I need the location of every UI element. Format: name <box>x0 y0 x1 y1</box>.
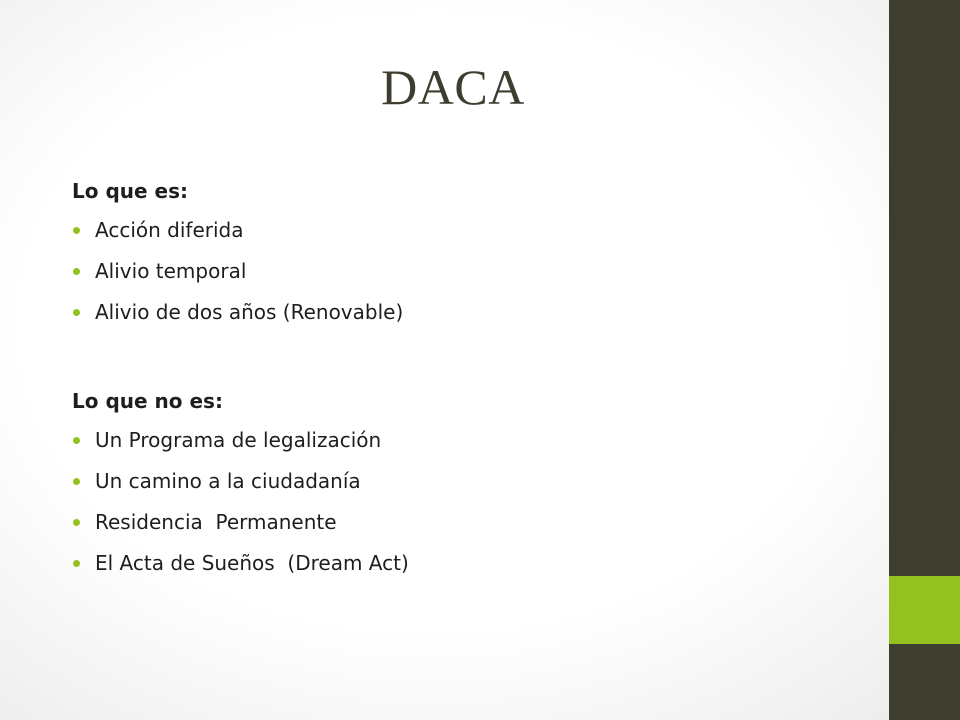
list-item <box>72 502 852 543</box>
list-item-text: El Acta de Sueños (Dream Act) <box>95 551 409 575</box>
bullet-icon <box>73 437 80 444</box>
bullet-list <box>72 210 852 333</box>
list-item <box>72 251 852 292</box>
slide-title: DACA <box>381 59 525 115</box>
bullet-list <box>72 420 852 584</box>
bullet-icon <box>73 227 80 234</box>
list-item <box>72 210 852 251</box>
section-heading: Lo que no es: <box>72 389 223 413</box>
list-item-text: Un camino a la ciudadanía <box>95 469 361 493</box>
sidebar-accent-block <box>889 576 960 644</box>
list-item-text: Acción diferida <box>95 218 244 242</box>
list-item-text: Alivio temporal <box>95 259 247 283</box>
list-item <box>72 543 852 584</box>
section-spacer <box>72 333 852 385</box>
slide-content <box>72 175 852 584</box>
list-item <box>72 461 852 502</box>
bullet-icon <box>73 478 80 485</box>
section-what-it-is <box>72 175 852 333</box>
bullet-icon <box>73 519 80 526</box>
section-what-it-is-not <box>72 385 852 584</box>
list-item-text: Residencia Permanente <box>95 510 337 534</box>
list-item <box>72 292 852 333</box>
bullet-icon <box>73 309 80 316</box>
bullet-icon <box>73 268 80 275</box>
list-item-text: Alivio de dos años (Renovable) <box>95 300 404 324</box>
section-heading: Lo que es: <box>72 179 188 203</box>
bullet-icon <box>73 560 80 567</box>
list-item-text: Un Programa de legalización <box>95 428 382 452</box>
list-item <box>72 420 852 461</box>
